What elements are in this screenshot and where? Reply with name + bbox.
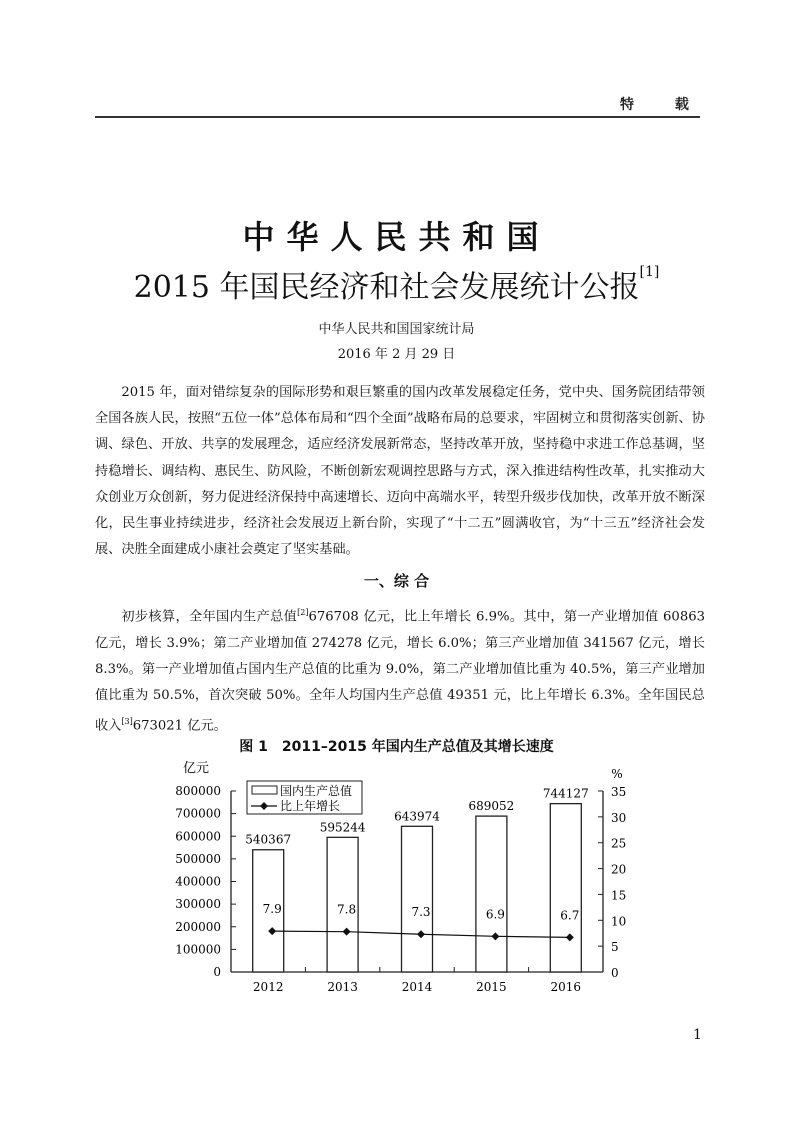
y-tick-label: 0 <box>213 965 221 979</box>
gdp-bar-label: 595244 <box>319 820 366 835</box>
x-tick-label: 2016 <box>550 980 582 994</box>
y-tick-label: 200000 <box>175 919 221 934</box>
legend-bar-swatch <box>252 786 277 794</box>
y2-tick-label: 5 <box>611 940 619 955</box>
document-title-line1: 中华人民共和国 <box>242 218 551 256</box>
x-tick-label: 2012 <box>252 980 284 994</box>
legend-label-growth: 比上年增长 <box>280 799 341 813</box>
figure-title: 图 1 2011–2015 年国内生产总值及其增长速度 <box>239 739 554 755</box>
y2-tick-label: 25 <box>611 836 627 851</box>
legend-label-gdp: 国内生产总值 <box>280 784 353 798</box>
y-tick-label: 700000 <box>175 806 221 821</box>
footnote-mark[interactable]: [3] <box>121 717 133 727</box>
y-tick-label: 800000 <box>175 784 221 798</box>
y2-tick-label: 0 <box>611 966 619 980</box>
y2-tick-label: 10 <box>611 914 627 929</box>
y-axis-label: 亿元 <box>182 761 210 776</box>
paragraph-text: 676708 亿元，比上年增长 6.9%。其中，第一产业增加值 60863 亿元，增长 3.9%；第二产业增加值 274278 亿元，增长 6.0%；第三产业增加值 341567 亿元，增长 8.3%。第一产业增加值占国内生产总值的比重为 9.0%，第二产业增加值比重为 40.5%，第三产业增加值比重为 50.5%，首次突破 50%。全年人均国内生产总值 49351 元，比上年增长 6.3%。全年国民总收入 <box>95 609 705 734</box>
gdp-bar-label: 643974 <box>394 809 440 824</box>
gdp-bar <box>476 816 507 972</box>
paragraph-text: 673021 亿元。 <box>132 718 227 734</box>
x-tick-label: 2013 <box>327 980 358 994</box>
title-text: 2015 年国民经济和社会发展统计公报 <box>133 270 640 305</box>
growth-label: 7.9 <box>262 902 282 917</box>
y-tick-label: 300000 <box>175 897 221 912</box>
paragraph-text: 初步核算，全年国内生产总值 <box>121 609 298 625</box>
page-number: 1 <box>693 1027 702 1043</box>
legend <box>247 781 362 814</box>
growth-label: 6.9 <box>485 907 505 922</box>
y2-axis-label: % <box>611 767 623 781</box>
footnote-mark[interactable]: [2] <box>297 608 309 617</box>
header-section-label: 特 载 <box>620 97 707 113</box>
y-tick-label: 400000 <box>175 874 221 889</box>
gdp-bar <box>550 804 581 972</box>
gdp-bar-label: 689052 <box>468 799 515 814</box>
section-heading: 一、综 合 <box>363 572 430 590</box>
gdp-bar-label: 744127 <box>542 786 589 801</box>
author: 中华人民共和国国家统计局 <box>318 322 475 337</box>
gdp-bar <box>402 826 433 972</box>
y-tick-label: 500000 <box>175 851 221 866</box>
intro-paragraph: 2015 年，面对错综复杂的国际形势和艰巨繁重的国内改革发展稳定任务，党中央、国务院团结带领全国各族人民，按照“五位一体”总体布局和“四个全面”战略布局的总要求，牢固树立和贯彻落实创新、协调、绿色、开放、共享的发展理念，适应经济发展新常态，坚持改革开放，坚持稳中求进工作总基调，坚持稳增长、调结构、惠民生、防风险，不断创新宏观调控思路与方式，深入推进结构性改革，扎实推动大众创业万众创新，努力促进经济保持中高速增长、迈向中高端水平，转型升级步伐加快，改革开放不断深化，民生事业持续进步，经济社会发展迈上新台阶，实现了“十二五”圆满收官，为“十三五”经济社会发展、决胜全面建成小康社会奠定了坚实基础。 <box>95 385 705 558</box>
title-footnote-mark[interactable]: [1] <box>639 264 660 280</box>
y2-tick-label: 20 <box>611 862 627 877</box>
x-tick-label: 2015 <box>476 980 507 994</box>
y2-tick-label: 30 <box>611 810 627 825</box>
y-tick-label: 600000 <box>175 829 221 844</box>
growth-label: 7.8 <box>337 902 357 917</box>
y-tick-label: 100000 <box>175 942 221 957</box>
x-tick-label: 2014 <box>401 980 433 994</box>
publish-date: 2016 年 2 月 29 日 <box>337 347 456 362</box>
growth-label: 7.3 <box>411 905 431 920</box>
gdp-bar-label: 540367 <box>245 832 292 847</box>
y2-tick-label: 35 <box>611 785 627 799</box>
growth-label: 6.7 <box>560 908 580 923</box>
y2-tick-label: 15 <box>611 888 627 903</box>
